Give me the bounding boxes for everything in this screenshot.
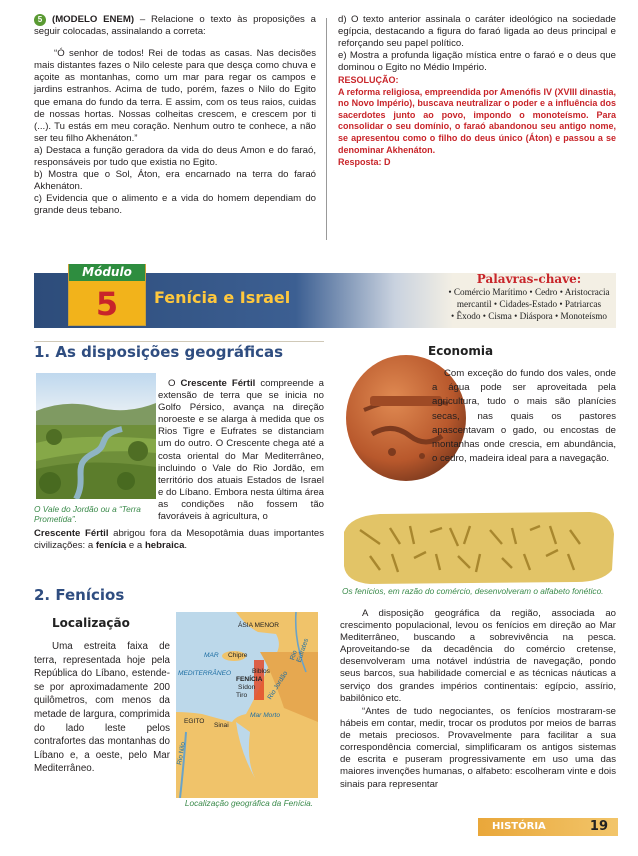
map-label-eufrates: Rio Eufrates: [289, 637, 310, 664]
keywords-box: [442, 272, 616, 326]
s1-body-2: abrigou fora da Mesopotâmia duas importantes civilizações: a: [34, 528, 325, 552]
option-d: d) O texto anterior assinala o caráter ideológico na sociedade egípcia, destacando a figura do faraó ligada ao deus principal e reforçando seu papel político.: [338, 14, 616, 50]
map-label-chipre: Chipre: [228, 652, 248, 659]
s1-term-hebraica: hebraica: [144, 540, 185, 552]
question-quote: “Ó senhor de todos! Rei de todas as casas. Nas decisões mais distantes fazes o Nilo celeste para que desça como chuva e açoite as montanhas, como um mar para regar os campos e jardins estranhos. Acima de tudo, porém, fazes o Nilo do Egito que emana do fundo da terra. E assim, com os teus raios, cuidas de nossas hortas. Nossas colheitas crescem, e crescem por ti (...). Tu estás em meu coração. Nenhum outro te conhece, a não ser teu filho Akhenáton.”: [34, 48, 316, 144]
map-label-mar: MAR: [204, 652, 219, 659]
page-number: 19: [589, 819, 608, 834]
map-label-med: MEDITERRÂNEO: [178, 670, 232, 677]
location-title: Localização: [52, 616, 130, 630]
section-1-text: [158, 378, 324, 523]
option-a: a) Destaca a função geradora da vida do deus Amon e do faraó, responsáveis por tudo que existia no Egito.: [34, 144, 316, 169]
map-label-sidon: Sídon: [238, 684, 256, 691]
module-badge: [68, 264, 146, 326]
section-1-title: 1. As disposições geográficas: [34, 343, 284, 361]
module-title: Fenícia e Israel: [154, 288, 291, 307]
location-text: Uma estreita faixa de terra, representada hoje pela República do Líbano, estende-se por aproximadamente 200 quilômetros, com menos da metade de largura, comprimida do lado leste pelos contrafortes das montanhas do Líbano e, a oeste, pelo Mar Mediterrâneo.: [34, 641, 170, 775]
s1-lead: O: [168, 378, 181, 389]
tablet-caption: Os fenícios, em razão do comércio, desenvolveram o alfabeto fonético.: [342, 586, 604, 596]
question-left-column: [34, 14, 316, 218]
jordan-valley-illustration: [36, 373, 156, 499]
keywords-title: Palavras-chave:: [476, 272, 582, 286]
s1-body: compreende a extensão de terra que se inicia no Golfo Pérsico, avança na direção noroeste e se alarga à medida que os Rios Tigre e Eufrates se distanciam um do outro. O Crescente chega até a costa oriental do Mar Mediterrâneo, incluindo o Vale do Rio Jordão, em território dos atuais Estados de Israel e do Líbano. Embora nesta última área as condições não fossem tão favoráveis à agricultura, o: [158, 378, 324, 523]
jordan-valley-image: [36, 373, 156, 499]
s1-term-fenicia: fenícia: [95, 540, 127, 552]
question-prompt: [34, 14, 316, 38]
section-2-para-2: “Antes de tudo negociantes, os fenícios mostraram-se hábeis em contar, medir, trocar os produtos por meios de barras de metais preciosos. Provavelmente para facilitar a sua correspondência comercial, simplificaram os antigos sistemas de escrita e puseram progressivamente em uso uma das maiores invenções humanas, o alfabeto: escolheram vinte e dois sinais para representar: [340, 706, 616, 790]
column-divider: [326, 18, 327, 240]
jordan-valley-caption: O Vale do Jordão ou a “Terra Prometida”.: [34, 504, 141, 524]
question-number-badge: 5: [34, 14, 46, 26]
map-label-egito: EGITO: [184, 718, 205, 725]
footer-label: HISTÓRIA: [492, 821, 546, 832]
option-e: e) Mostra a profunda ligação mística entre o faraó e o deus que dominou o Egito no Médio Império.: [338, 50, 616, 74]
module-tag: Módulo: [69, 264, 145, 281]
s1-end: .: [184, 540, 188, 552]
phoenicia-map: [176, 612, 318, 798]
map-caption: Localização geográfica da Fenícia.: [184, 798, 314, 808]
keywords-line-1: • Comércio Marítimo • Cedro • Aristocracia: [448, 287, 610, 297]
map-label-nilo: Rio Nilo: [176, 741, 187, 766]
map-label-biblos: Biblos: [252, 668, 270, 675]
alphabet-tablet-image: [340, 510, 616, 584]
keywords-line-2: mercantil • Cidades-Estado • Patriarcas: [456, 299, 602, 309]
section-divider: [34, 341, 324, 342]
question-prompt-text: – Relacione o texto às proposições a seguir colocadas, assinalando a correta:: [34, 14, 316, 38]
economy-title: Economia: [428, 344, 494, 358]
map-label-jordao: Rio Jordão: [266, 670, 290, 701]
map-label-sinai: Sinai: [214, 722, 229, 729]
footer-bar: [478, 818, 618, 836]
option-b: b) Mostra que o Sol, Áton, era encarnado na terra do faraó Akhenáton.: [34, 169, 316, 193]
option-c: c) Evidencia que o alimento e a vida do homem dependiam do grande deus tebano.: [34, 193, 316, 217]
question-right-column: [338, 14, 616, 168]
s1-mid: e a: [126, 540, 145, 552]
map-label-mar-morto: Mar Morto: [250, 712, 281, 719]
module-banner: [34, 264, 616, 328]
section-2-title: 2. Fenícios: [34, 586, 125, 604]
resolution-text: A reforma religiosa, empreendida por Amenófis IV (XVIII dinastia, no Novo Império), buscava neutralizar o poder e a influência dos sacerdotes junto ao povo, impondo o monoteísmo. Para consolidar o seu domínio, o faraó abandonou seu antigo nome, se apresentou como o filho do deus único (Áton) e passou a se denominar Akhenáton.: [338, 86, 616, 155]
map-label-tiro: Tiro: [236, 692, 248, 699]
resolution-label: RESOLUÇÃO:: [338, 75, 399, 86]
s1-term-crescente: Crescente Fértil: [180, 378, 256, 389]
answer-text: Resposta: D: [338, 157, 391, 168]
section-2-para-1: A disposição geográfica da região, associada ao crescimento populacional, levou os fenícios em direção ao Mar Mediterrâneo, buscando a sobrevivência na pesca. Aproveitando-se da decadência do comércio cretense, desenvolveram uma notável indústria de navegação, pondo seus barcos, sua habilidade comercial e as técnicas náuticas a serviço dos grandes impérios continentais: egípcio, assírio, babilônico etc.: [340, 608, 616, 704]
tablet-illustration: [340, 510, 616, 584]
keywords-line-3: • Êxodo • Cisma • Diáspora • Monoteísmo: [450, 311, 608, 321]
module-number: 5: [95, 285, 119, 323]
map-label-asia: ÁSIA MENOR: [238, 622, 280, 629]
question-header: (MODELO ENEM): [52, 14, 135, 25]
section-1-text-cont: [34, 528, 324, 552]
map-label-fenicia: FENÍCIA: [236, 676, 263, 683]
s1-term-crescente-2: Crescente Fértil: [34, 528, 109, 539]
economy-text: Com exceção do fundo dos vales, onde a água pode ser aproveitada pela agricultura, tudo o mais são planícies secas, nas quais os pastores apascentavam o gado, ou encostas de montanhas onde crescia, em abundância, o cedro, madeira ideal para a navegação.: [432, 368, 616, 465]
